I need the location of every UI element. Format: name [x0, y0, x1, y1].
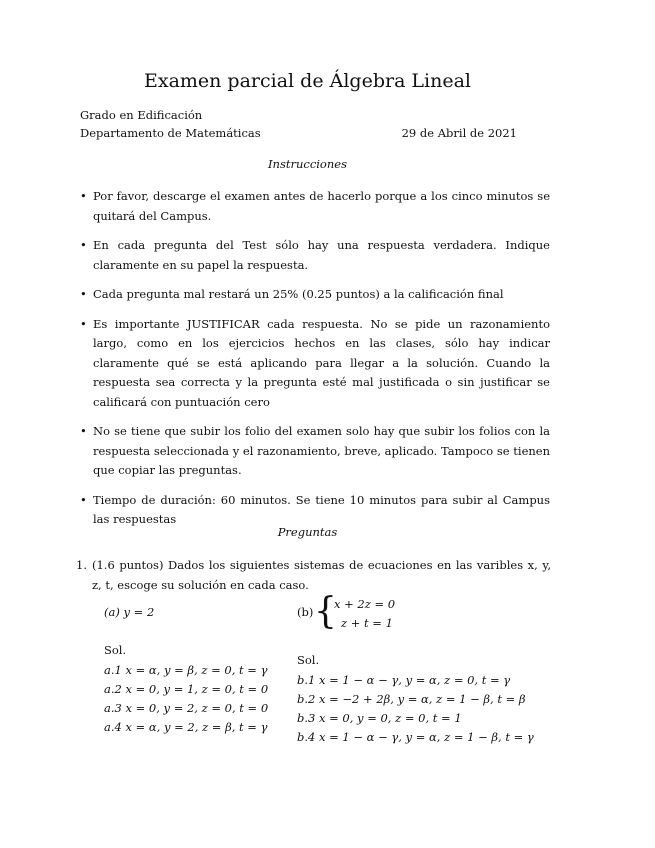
question-text: (1.6 puntos) Dados los siguientes sistemas de ecuaciones en las varibles x, y, z, t, escoge su solución en cada caso. [92, 558, 551, 592]
bullet-icon: • [80, 424, 87, 438]
solution-option: b.4 x = 1 − α − γ, y = α, z = 1 − β, t = γ [297, 730, 534, 744]
solution-option: b.1 x = 1 − α − γ, y = α, z = 0, t = γ [297, 673, 511, 687]
exam-title: Examen parcial de Álgebra Lineal [143, 70, 472, 92]
solution-option: a.2 x = 0, y = 1, z = 0, t = 0 [104, 682, 269, 696]
system-a-label: (a) [104, 605, 120, 619]
bullet-icon: • [80, 287, 87, 301]
instruction-item: • Tiempo de duración: 60 minutos. Se tiene 10 minutos para subir al Campus las respuestas [80, 492, 550, 526]
bullet-icon: • [80, 316, 87, 331]
instruction-item: • Es importante JUSTIFICAR cada respuesta. No se pide un razonamiento largo, como en los ejercicios hechos en las clases, sólo hay indicar claramente qué se está aplicando para llegar a la solución. Cuando la respuesta sea correcta y la pregunta esté mal justificada o sin justificar se calificará con puntuación cero [80, 316, 550, 409]
system-b-eq1: x + 2z = 0 [334, 597, 396, 611]
solution-option: a.4 x = α, y = 2, z = β, t = γ [104, 720, 268, 734]
system-b-eq2: z + t = 1 [341, 616, 393, 630]
solution-option: a.3 x = 0, y = 2, z = 0, t = 0 [104, 701, 269, 715]
instruction-item: • Cada pregunta mal restará un 25% (0.25 puntos) a la calificación final [80, 285, 550, 305]
solutions-b-list [297, 671, 534, 747]
department-label: Departamento de Matemáticas [80, 126, 261, 140]
bullet-icon: • [80, 238, 87, 252]
solution-option: b.3 x = 0, y = 0, z = 0, t = 1 [297, 711, 462, 725]
system-a-equation: y = 2 [123, 605, 155, 619]
brace-icon: { [314, 591, 337, 632]
solutions-b-label: Sol. [297, 653, 320, 667]
degree-label: Grado en Edificación [80, 108, 203, 122]
bullet-icon: • [80, 492, 87, 507]
solutions-a-label: Sol. [104, 643, 127, 657]
question-1 [76, 556, 551, 595]
instruction-item: • No se tiene que subir los folio del examen solo hay que subir los folios con la respuesta seleccionada y el razonamiento, breve, aplicado. Tampoco se tienen que copiar las preguntas. [80, 424, 550, 477]
system-a [104, 605, 154, 619]
question-number: 1. [76, 558, 87, 572]
instructions-heading: Instrucciones [268, 157, 347, 171]
solution-option: b.2 x = −2 + 2β, y = α, z = 1 − β, t = β [297, 692, 526, 706]
questions-heading: Preguntas [277, 525, 338, 539]
solutions-a-list [104, 661, 268, 737]
bullet-icon: • [80, 189, 87, 203]
instruction-item: • Por favor, descarge el examen antes de hacerlo porque a los cinco minutos se quitará del Campus. [80, 189, 550, 223]
system-b-label: (b) [297, 605, 314, 619]
exam-date: 29 de Abril de 2021 [401, 126, 517, 140]
instruction-item: • En cada pregunta del Test sólo hay una respuesta verdadera. Indique claramente en su papel la respuesta. [80, 238, 550, 272]
solution-option: a.1 x = α, y = β, z = 0, t = γ [104, 663, 268, 677]
instructions-list [80, 187, 550, 540]
